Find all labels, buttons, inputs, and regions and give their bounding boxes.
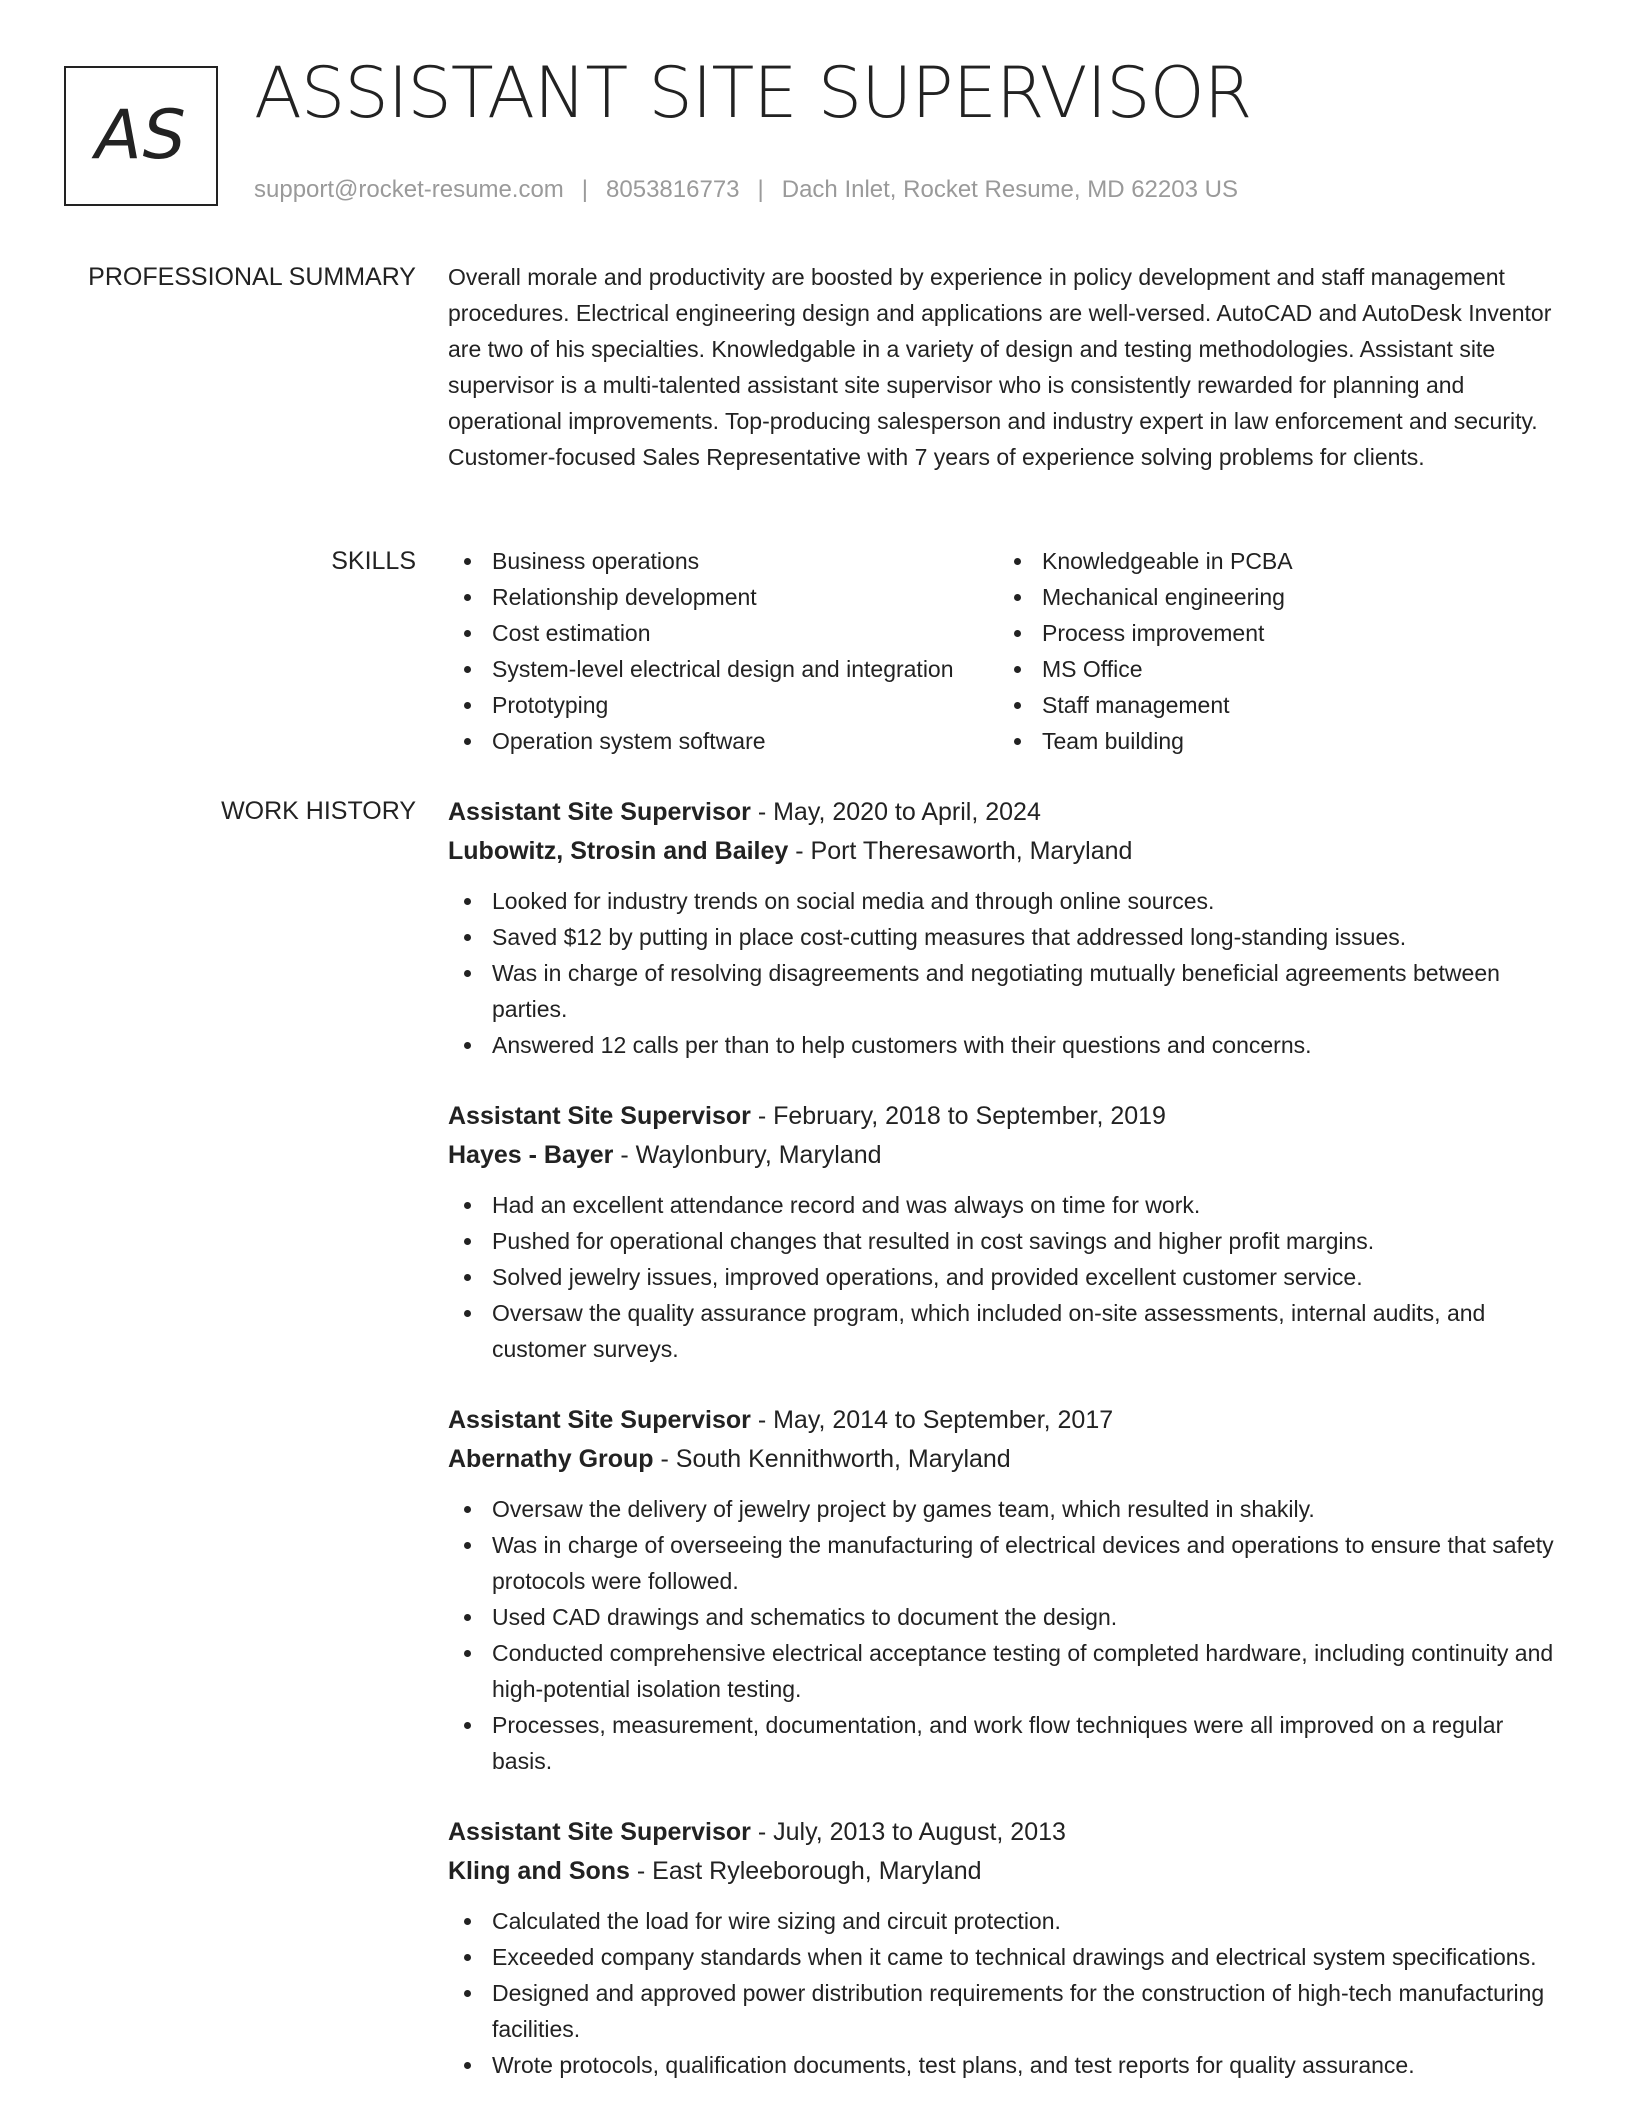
job-bullet: Was in charge of overseeing the manufacturing of electrical devices and operations to ensure that safety protocols were followed. bbox=[448, 1527, 1566, 1599]
skill-item: Knowledgeable in PCBA bbox=[998, 543, 1558, 579]
job-bullet: Oversaw the quality assurance program, which included on-site assessments, internal audits, and customer surveys. bbox=[448, 1295, 1566, 1367]
job-bullet: Wrote protocols, qualification documents, test plans, and test reports for quality assurance. bbox=[448, 2047, 1566, 2083]
job-bullet: Calculated the load for wire sizing and circuit protection. bbox=[448, 1903, 1566, 1939]
job-bullet: Processes, measurement, documentation, and work flow techniques were all improved on a regular basis. bbox=[448, 1707, 1566, 1779]
job-title-line bbox=[448, 1401, 1566, 1440]
job-bullet: Had an excellent attendance record and was always on time for work. bbox=[448, 1187, 1566, 1223]
job-bullet-list bbox=[448, 1491, 1566, 1779]
job-entry bbox=[448, 1813, 1566, 2083]
monogram-initials: AS bbox=[95, 96, 187, 175]
skill-item: Operation system software bbox=[448, 723, 998, 759]
skills-grid bbox=[448, 543, 1566, 759]
job-entry bbox=[448, 1097, 1566, 1367]
job-company-line bbox=[448, 1136, 1566, 1175]
skills-list-left bbox=[448, 543, 998, 759]
job-location: - South Kennithworth, Maryland bbox=[653, 1445, 1011, 1473]
work-history-body bbox=[448, 793, 1566, 2117]
contact-address: Dach Inlet, Rocket Resume, MD 62203 US bbox=[781, 176, 1238, 203]
job-bullet-list bbox=[448, 1187, 1566, 1367]
skills-heading: SKILLS bbox=[331, 547, 416, 575]
skill-item: Business operations bbox=[448, 543, 998, 579]
skill-item: MS Office bbox=[998, 651, 1558, 687]
skills-list-right bbox=[998, 543, 1558, 759]
contact-separator: | bbox=[757, 176, 764, 203]
job-bullet: Used CAD drawings and schematics to document the design. bbox=[448, 1599, 1566, 1635]
skill-item: Prototyping bbox=[448, 687, 998, 723]
job-title: Assistant Site Supervisor bbox=[448, 1818, 751, 1846]
job-entry bbox=[448, 1401, 1566, 1779]
job-company-line bbox=[448, 1852, 1566, 1891]
job-title-line bbox=[448, 793, 1566, 832]
skill-item: Mechanical engineering bbox=[998, 579, 1558, 615]
job-company-line bbox=[448, 832, 1566, 871]
job-dates: - July, 2013 to August, 2013 bbox=[750, 1818, 1066, 1846]
skill-item: Process improvement bbox=[998, 615, 1558, 651]
job-entry bbox=[448, 793, 1566, 1063]
job-bullet: Pushed for operational changes that resulted in cost savings and higher profit margins. bbox=[448, 1223, 1566, 1259]
job-bullet: Conducted comprehensive electrical acceptance testing of completed hardware, including continuity and high-potential isolation testing. bbox=[448, 1635, 1566, 1707]
skill-item: Cost estimation bbox=[448, 615, 998, 651]
work-history-heading: WORK HISTORY bbox=[221, 797, 416, 825]
job-company: Lubowitz, Strosin and Bailey bbox=[448, 837, 789, 865]
job-title: Assistant Site Supervisor bbox=[448, 1102, 751, 1130]
contact-phone[interactable]: 8053816773 bbox=[606, 176, 740, 203]
job-location: - Port Theresaworth, Maryland bbox=[788, 837, 1133, 865]
job-bullet: Answered 12 calls per than to help customers with their questions and concerns. bbox=[448, 1027, 1566, 1063]
contact-separator: | bbox=[581, 176, 589, 203]
resume-title: ASSISTANT SITE SUPERVISOR bbox=[254, 52, 1252, 134]
job-title: Assistant Site Supervisor bbox=[448, 1406, 751, 1434]
skill-item: Relationship development bbox=[448, 579, 998, 615]
job-bullet: Exceeded company standards when it came to technical drawings and electrical system specifications. bbox=[448, 1939, 1566, 1975]
skill-item: Staff management bbox=[998, 687, 1558, 723]
skill-item: Team building bbox=[998, 723, 1558, 759]
contact-line bbox=[254, 176, 1238, 204]
job-bullet: Oversaw the delivery of jewelry project by games team, which resulted in shakily. bbox=[448, 1491, 1566, 1527]
summary-text: Overall morale and productivity are boosted by experience in policy development and staff management procedures. Electrical engineering design and applications are well-versed. AutoCAD and AutoDesk Inventor are two of his specialties. Knowledgable in a variety of design and testing methodologies. Assistant site supervisor is a multi-talented assistant site supervisor who is consistently rewarded for planning and operational improvements. Top-producing salesperson and industry expert in law enforcement and security. Customer-focused Sales Representative with 7 years of experience solving problems for clients. bbox=[448, 264, 1552, 470]
job-bullet: Saved $12 by putting in place cost-cutting measures that addressed long-standing issues. bbox=[448, 919, 1566, 955]
job-dates: - February, 2018 to September, 2019 bbox=[750, 1102, 1166, 1130]
job-bullet: Designed and approved power distribution requirements for the construction of high-tech manufacturing facilities. bbox=[448, 1975, 1566, 2047]
job-location: - Waylonbury, Maryland bbox=[613, 1141, 882, 1169]
skill-item: System-level electrical design and integration bbox=[448, 651, 998, 687]
job-bullet-list bbox=[448, 883, 1566, 1063]
contact-email[interactable]: support@rocket-resume.com bbox=[254, 176, 564, 203]
job-title: Assistant Site Supervisor bbox=[448, 798, 751, 826]
job-company: Kling and Sons bbox=[448, 1857, 630, 1885]
monogram-box bbox=[64, 66, 218, 206]
job-title-line bbox=[448, 1813, 1566, 1852]
job-bullet: Was in charge of resolving disagreements and negotiating mutually beneficial agreements between parties. bbox=[448, 955, 1566, 1027]
job-company: Abernathy Group bbox=[448, 1445, 654, 1473]
job-company-line bbox=[448, 1440, 1566, 1479]
job-location: - East Ryleeborough, Maryland bbox=[629, 1857, 982, 1885]
job-title-line bbox=[448, 1097, 1566, 1136]
job-company: Hayes - Bayer bbox=[448, 1141, 614, 1169]
job-dates: - May, 2020 to April, 2024 bbox=[750, 798, 1041, 826]
summary-body bbox=[448, 259, 1566, 475]
job-bullet-list bbox=[448, 1903, 1566, 2083]
job-dates: - May, 2014 to September, 2017 bbox=[750, 1406, 1114, 1434]
job-bullet: Solved jewelry issues, improved operations, and provided excellent customer service. bbox=[448, 1259, 1566, 1295]
job-bullet: Looked for industry trends on social media and through online sources. bbox=[448, 883, 1566, 919]
skills-body bbox=[448, 543, 1566, 759]
summary-heading: PROFESSIONAL SUMMARY bbox=[88, 263, 416, 291]
